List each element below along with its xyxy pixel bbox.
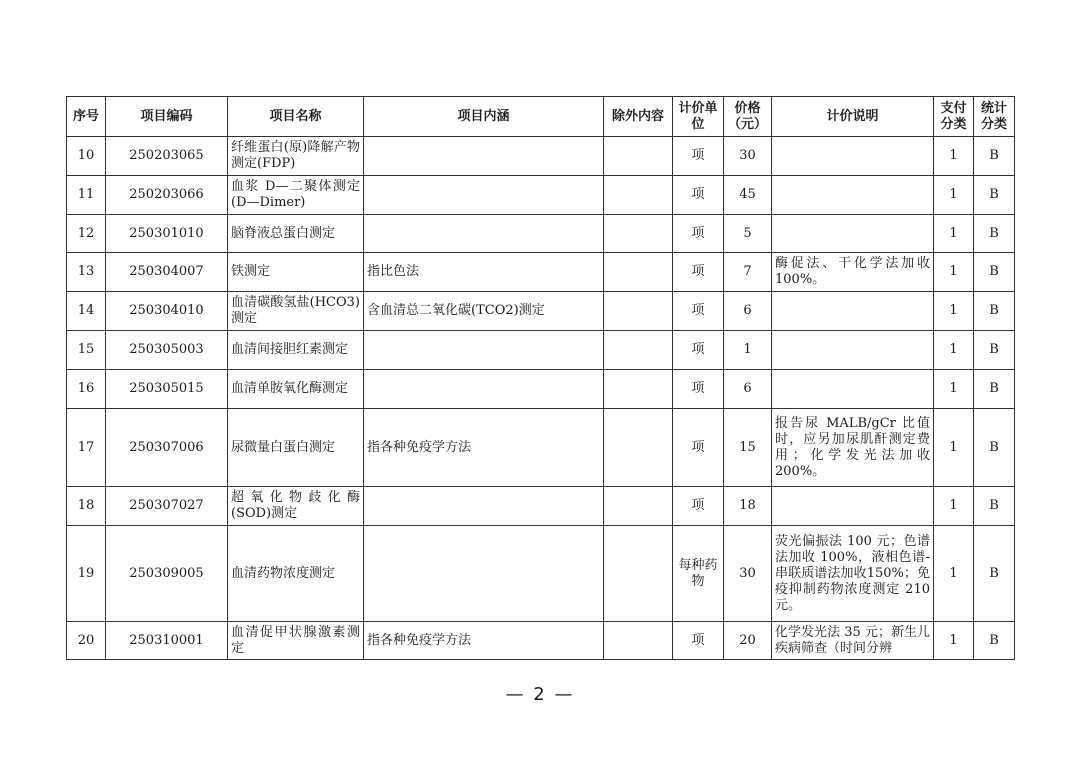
cell-content (364, 526, 604, 622)
cell-content (364, 137, 604, 176)
cell-content: 指比色法 (364, 253, 604, 292)
cell-exclude (604, 253, 673, 292)
header-cell-code: 项目编码 (106, 97, 228, 137)
cell-code: 250307027 (106, 487, 228, 526)
cell-no: 20 (67, 622, 106, 660)
cell-pay: 1 (934, 409, 974, 487)
cell-stat: B (974, 253, 1015, 292)
cell-name: 尿微量白蛋白测定 (228, 409, 364, 487)
table-row (67, 409, 1015, 487)
cell-unit: 项 (673, 622, 724, 660)
cell-unit: 项 (673, 176, 724, 215)
cell-stat: B (974, 622, 1015, 660)
cell-price: 6 (724, 292, 772, 331)
cell-name: 脑脊液总蛋白测定 (228, 215, 364, 253)
cell-price: 7 (724, 253, 772, 292)
cell-code: 250307006 (106, 409, 228, 487)
cell-unit: 每种药物 (673, 526, 724, 622)
cell-no: 13 (67, 253, 106, 292)
cell-price: 5 (724, 215, 772, 253)
cell-no: 17 (67, 409, 106, 487)
table-row (67, 370, 1015, 409)
cell-exclude (604, 622, 673, 660)
cell-unit: 项 (673, 253, 724, 292)
cell-name: 血清碳酸氢盐(HCO3)测定 (228, 292, 364, 331)
cell-price: 30 (724, 137, 772, 176)
cell-code: 250310001 (106, 622, 228, 660)
cell-pay: 1 (934, 331, 974, 370)
table-row (67, 526, 1015, 622)
cell-code: 250304007 (106, 253, 228, 292)
cell-price: 6 (724, 370, 772, 409)
cell-no: 16 (67, 370, 106, 409)
cell-stat: B (974, 176, 1015, 215)
cell-name: 铁测定 (228, 253, 364, 292)
cell-code: 250304010 (106, 292, 228, 331)
cell-code: 250305003 (106, 331, 228, 370)
cell-code: 250301010 (106, 215, 228, 253)
cell-content: 指各种免疫学方法 (364, 622, 604, 660)
cell-price: 45 (724, 176, 772, 215)
cell-note (772, 370, 934, 409)
header-cell-note: 计价说明 (772, 97, 934, 137)
cell-no: 11 (67, 176, 106, 215)
cell-content (364, 215, 604, 253)
cell-unit: 项 (673, 409, 724, 487)
cell-stat: B (974, 215, 1015, 253)
cell-content (364, 487, 604, 526)
cell-content: 指各种免疫学方法 (364, 409, 604, 487)
table-row (67, 215, 1015, 253)
cell-no: 19 (67, 526, 106, 622)
cell-stat: B (974, 409, 1015, 487)
cell-price: 20 (724, 622, 772, 660)
cell-no: 15 (67, 331, 106, 370)
cell-code: 250203065 (106, 137, 228, 176)
header-cell-stat: 统计分类 (974, 97, 1015, 137)
cell-note (772, 487, 934, 526)
cell-content (364, 176, 604, 215)
cell-stat: B (974, 487, 1015, 526)
cell-stat: B (974, 526, 1015, 622)
cell-name: 血清药物浓度测定 (228, 526, 364, 622)
cell-content: 含血清总二氧化碳(TCO2)测定 (364, 292, 604, 331)
header-cell-pay: 支付分类 (934, 97, 974, 137)
cell-note (772, 137, 934, 176)
cell-pay: 1 (934, 215, 974, 253)
header-row (67, 97, 1015, 137)
header-cell-no: 序号 (67, 97, 106, 137)
cell-no: 18 (67, 487, 106, 526)
table-row (67, 292, 1015, 331)
header-cell-exclude: 除外内容 (604, 97, 673, 137)
cell-name: 血清间接胆红素测定 (228, 331, 364, 370)
cell-stat: B (974, 370, 1015, 409)
cell-exclude (604, 137, 673, 176)
cell-note (772, 215, 934, 253)
page-number: — 2 — (505, 684, 575, 705)
cell-note: 荧光偏振法 100 元；色谱法加收 100%，液相色谱-串联质谱法加收150%；免疫抑制药物浓度测定 210 元。 (772, 526, 934, 622)
cell-exclude (604, 409, 673, 487)
cell-pay: 1 (934, 526, 974, 622)
cell-price: 18 (724, 487, 772, 526)
table-row (67, 622, 1015, 660)
cell-unit: 项 (673, 137, 724, 176)
cell-price: 1 (724, 331, 772, 370)
cell-price: 15 (724, 409, 772, 487)
cell-name: 血清单胺氧化酶测定 (228, 370, 364, 409)
table-row (67, 253, 1015, 292)
header-cell-price: 价格（元） (724, 97, 772, 137)
cell-unit: 项 (673, 487, 724, 526)
fee-table (66, 96, 1015, 660)
cell-exclude (604, 292, 673, 331)
cell-code: 250309005 (106, 526, 228, 622)
cell-note: 酶促法、干化学法加收100%。 (772, 253, 934, 292)
cell-stat: B (974, 292, 1015, 331)
cell-pay: 1 (934, 253, 974, 292)
cell-pay: 1 (934, 370, 974, 409)
header-cell-content: 项目内涵 (364, 97, 604, 137)
header-cell-name: 项目名称 (228, 97, 364, 137)
cell-note: 化学发光法 35 元；新生儿疾病筛查（时间分辨 (772, 622, 934, 660)
cell-unit: 项 (673, 292, 724, 331)
cell-exclude (604, 176, 673, 215)
header-cell-unit: 计价单位 (673, 97, 724, 137)
cell-note (772, 176, 934, 215)
table-row (67, 331, 1015, 370)
cell-unit: 项 (673, 370, 724, 409)
table-row (67, 137, 1015, 176)
cell-code: 250305015 (106, 370, 228, 409)
cell-note: 报告尿 MALB/gCr 比值时，应另加尿肌酐测定费用；化学发光法加收200%。 (772, 409, 934, 487)
cell-stat: B (974, 331, 1015, 370)
cell-content (364, 370, 604, 409)
cell-no: 14 (67, 292, 106, 331)
cell-name: 超氧化物歧化酶(SOD)测定 (228, 487, 364, 526)
cell-content (364, 331, 604, 370)
cell-exclude (604, 215, 673, 253)
cell-pay: 1 (934, 622, 974, 660)
cell-name: 纤维蛋白(原)降解产物测定(FDP) (228, 137, 364, 176)
table-row (67, 176, 1015, 215)
cell-exclude (604, 487, 673, 526)
cell-pay: 1 (934, 487, 974, 526)
cell-note (772, 331, 934, 370)
cell-exclude (604, 526, 673, 622)
cell-name: 血清促甲状腺激素测定 (228, 622, 364, 660)
cell-no: 10 (67, 137, 106, 176)
cell-pay: 1 (934, 176, 974, 215)
cell-pay: 1 (934, 137, 974, 176)
table-row (67, 487, 1015, 526)
cell-unit: 项 (673, 215, 724, 253)
cell-unit: 项 (673, 331, 724, 370)
cell-note (772, 292, 934, 331)
cell-exclude (604, 370, 673, 409)
cell-exclude (604, 331, 673, 370)
cell-no: 12 (67, 215, 106, 253)
cell-name: 血浆 D—二聚体测定(D—Dimer) (228, 176, 364, 215)
cell-code: 250203066 (106, 176, 228, 215)
cell-pay: 1 (934, 292, 974, 331)
cell-price: 30 (724, 526, 772, 622)
cell-stat: B (974, 137, 1015, 176)
